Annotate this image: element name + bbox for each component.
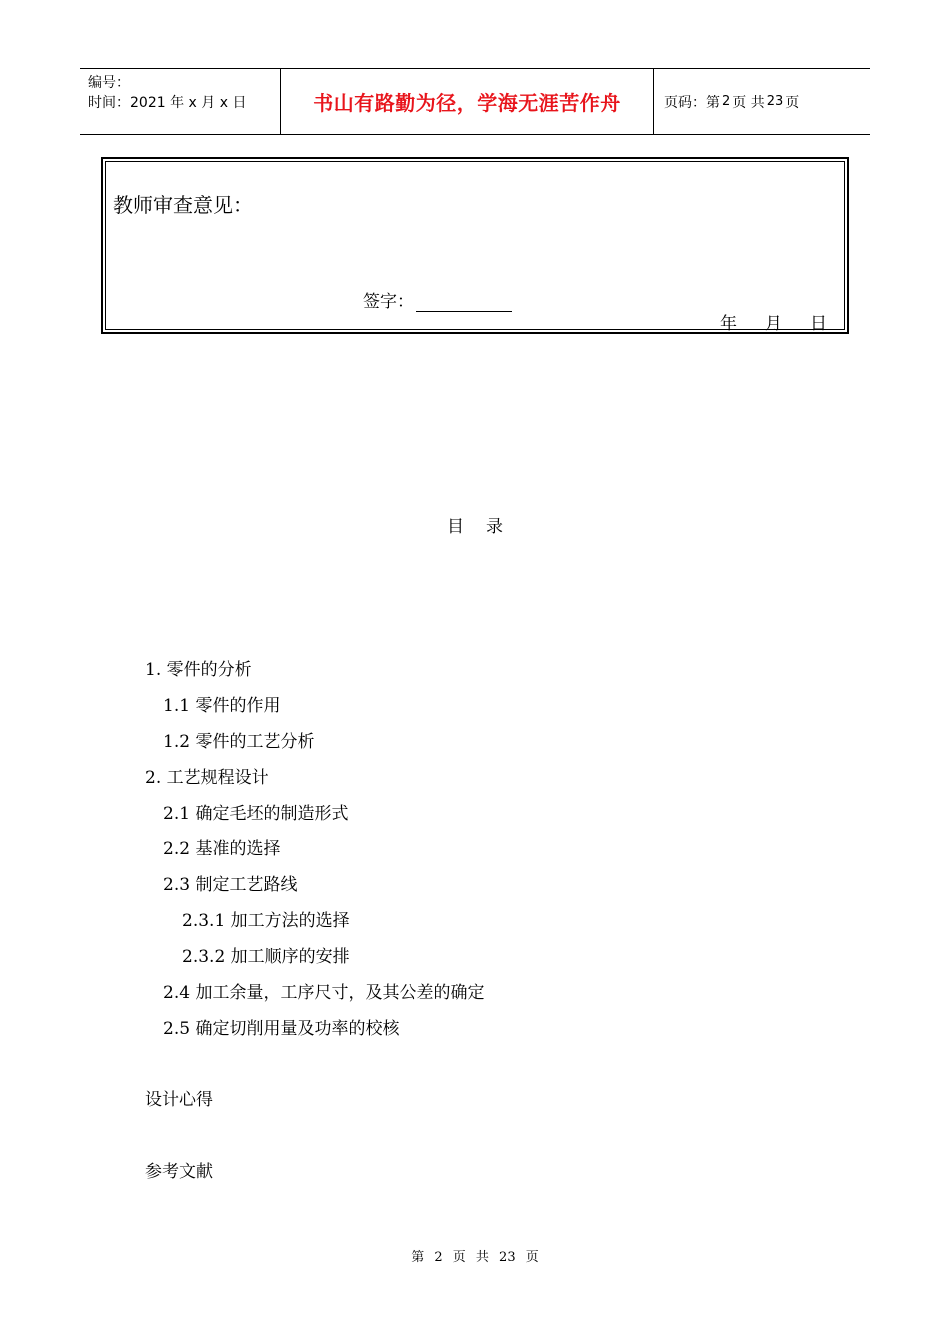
review-title: 教师审查意见： <box>113 193 253 217</box>
toc-item: 2.5 确定切削用量及功率的校核 <box>163 1019 400 1039</box>
signature-line <box>416 293 512 312</box>
header-motto-cell <box>281 69 654 134</box>
header-page-info <box>654 69 870 134</box>
toc-item: 1.2 零件的工艺分析 <box>163 732 315 752</box>
toc-item: 参考文献 <box>145 1162 213 1182</box>
toc-item: 2.3.2 加工顺序的安排 <box>182 947 350 967</box>
motto-text: 书山有路勤为径，学海无涯苦作舟 <box>313 91 621 115</box>
signature-label: 签字： <box>363 292 414 312</box>
toc-item: 2.2 基准的选择 <box>163 839 281 859</box>
page-footer: 第 2 页 共 23 页 <box>411 1250 539 1265</box>
toc-item: 设计心得 <box>145 1090 213 1110</box>
toc-item: 2.4 加工余量，工序尺寸，及其公差的确定 <box>163 983 485 1003</box>
toc-item: 2.3.1 加工方法的选择 <box>182 911 350 931</box>
toc-title: 目录 <box>447 517 525 537</box>
teacher-review-box <box>101 157 849 334</box>
header-meta <box>80 69 281 134</box>
toc-item: 2.3 制定工艺路线 <box>163 875 298 895</box>
day-label: 日 <box>810 314 827 334</box>
number-label: 编号： <box>88 75 130 91</box>
page-header <box>80 68 870 135</box>
time-label: 时间：2021 年 x 月 x 日 <box>88 95 247 111</box>
year-label: 年 <box>720 314 737 334</box>
page-end: 页 <box>785 94 800 111</box>
signature-row <box>363 287 512 312</box>
toc-item: 1.1 零件的作用 <box>163 696 281 716</box>
month-label: 月 <box>765 314 782 334</box>
date-row <box>720 309 827 334</box>
page-label: 页码：第 <box>664 94 720 111</box>
toc-item: 2. 工艺规程设计 <box>145 768 269 788</box>
toc-item: 1. 零件的分析 <box>145 660 252 680</box>
page-total: 23 <box>766 94 784 109</box>
page-mid: 页 共 <box>732 94 765 111</box>
page-current: 2 <box>722 94 731 109</box>
toc-item: 2.1 确定毛坯的制造形式 <box>163 804 349 824</box>
